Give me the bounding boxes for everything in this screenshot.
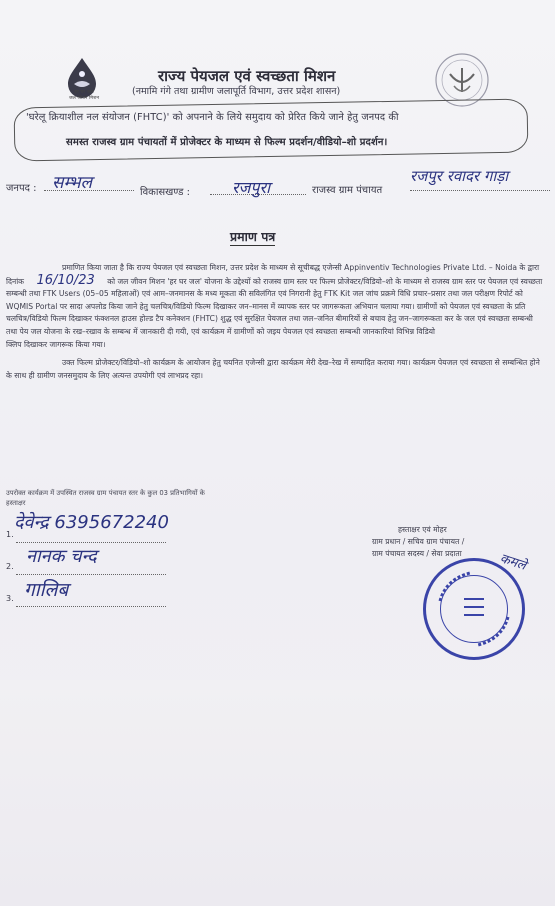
- blank-area: [0, 680, 555, 906]
- org-title: राज्य पेयजल एवं स्वच्छता मिशन: [158, 67, 336, 85]
- block-value: रजपुरा: [232, 178, 271, 197]
- district-value: सम्भल: [52, 173, 93, 193]
- para2: उक्त फिल्म प्रोजेक्टर/विडियो–शो कार्यक्रम के आयोजन हेतु चयनित एजेन्सी द्वारा कार्यक्रम मेरी देख–रेख में सम्पादित कराया गया। कार्यक्रम पेयजल एवं स्वच्छता से सम्बन्धित होने के साथ ही ग्रामीण जनसमुदाय के लिए अत्यन्त उपयोगी एवं लाभप्रद रहा।: [6, 358, 540, 380]
- banner-line-2: समस्त राजस्व ग्राम पंचायतों में प्रोजेक्टर के माध्यम से फिल्म प्रदर्शन/वीडियो–शो प्रदर्शन।: [66, 137, 388, 148]
- jal-jeevan-logo: [62, 56, 102, 108]
- district-label: जनपद :: [6, 183, 37, 194]
- certificate-body: [6, 262, 546, 382]
- logo-caption-2: जल जीवन मिशन: [68, 96, 100, 101]
- participants-note: [6, 488, 205, 508]
- banner-border: [14, 99, 529, 162]
- sign-line-1: हस्ताक्षर एवं मोहर: [398, 525, 447, 534]
- org-subtitle: (नमामि गंगे तथा ग्रामीण जलापूर्ति विभाग, उत्तर प्रदेश शासन): [132, 86, 341, 97]
- certificate-title: प्रमाण पत्र: [230, 229, 276, 244]
- participant-line-1: [16, 540, 166, 543]
- signature-block: [372, 524, 464, 560]
- participant-line-2: [16, 572, 166, 575]
- panchayat-value: रजपुर रवादर गाड़ा: [410, 167, 509, 185]
- panchayat-label: राजस्व ग्राम पंचायत: [312, 185, 383, 196]
- stamp-signature: कमले: [497, 551, 528, 574]
- participant-num-2: 2.: [6, 562, 14, 571]
- para1-part-a: प्रमाणित किया जाता है कि राज्य पेयजल एवं स्वच्छता मिशन, उत्तर प्रदेश के माध्यम से सूचीबद्ध एजेन्सी Appinventiv Technologies Private Ltd. – Noida के द्वारा दिनांक: [6, 263, 540, 286]
- participant-num-3: 3.: [6, 594, 14, 603]
- panchayat-underline: [410, 186, 550, 191]
- round-seal-stamp-icon: [423, 558, 525, 660]
- participant-sign-1: देवेन्द्र 6395672240: [14, 512, 169, 533]
- logo-caption-1: हर घर जल: [74, 90, 94, 95]
- para1-part-c: क्लिप दिखाकर जागरूक किया गया।: [6, 339, 106, 349]
- participant-num-1: 1.: [6, 530, 14, 539]
- participant-line-3: [16, 604, 166, 607]
- sign-line-2: ग्राम प्रधान / सचिव ग्राम पंचायत /: [372, 537, 465, 546]
- block-label: विकासखण्ड :: [140, 187, 191, 198]
- participants-note-line-2: हस्ताक्षर: [6, 499, 26, 507]
- sign-line-3: ग्राम पंचायत सदस्य / सेवा प्रदाता: [372, 549, 462, 558]
- banner-line-1: 'घरेलू क्रियाशील नल संयोजन (FHTC)' को अपनाने के लिये समुदाय को प्रेरित किये जाने हेतु जनपद की: [26, 112, 399, 123]
- participants-note-line: उपरोक्त कार्यक्रम में उपस्थित राजस्व ग्राम पंचायत स्तर के कुल 03 प्रतिभागियों के: [6, 489, 205, 497]
- date-value: 16/10/23: [36, 272, 95, 288]
- participant-sign-2: नानक चन्द: [26, 546, 97, 567]
- participant-sign-3: गालिब: [24, 579, 69, 601]
- para1-part-b: को जल जीवन मिशन 'हर घर जल' योजना के उद्देश्यों को राजस्व ग्राम स्तर पर फिल्म प्रोजेक्टर/विडियो–शो के माध्यम से राजस्व ग्राम स्तर पर पेयजल एवं स्वच्छता सम्बन्धी तथा FTK Users (05–05 महिलाओं) एवं आम–जनमानस के मध्य मूकता की सविलंगित एवं निगरानी हेतु FTK Kit जल जांच प्रक्रमे विधि प्रचार–प्रसार तथा जल परीक्षण रिपोर्ट को WQMIS Portal पर सादा अपलोड किया जाने हेतु चलचित्र/विडियो फिल्म दिखाकर जन–मानस में व्यापक स्तर पर जागरूकता अभियान चलाया गया। ग्रामीणों को पेयजल एवं स्वच्छता के प्रति चलचित्र/विडियो फिल्म दिखाकर फंक्शनल हाउस होल्ड टैप कनेक्शन (FHTC) शुद्ध एवं सुरक्षित पेयजल तथा जल–जनित बीमारियों से बचाव हेतु जन–जागरूकता कर के जल एवं स्वच्छता सम्बन्धी तथा पेय जल योजना के रख–रखाव के सम्बन्ध में जानकारी दी गयी, एवं कार्यक्रम में ग्रामीणों को जइय पेयजल एवं स्वच्छता सम्बन्धी जानकारियां विभिन्न विडियो: [6, 276, 543, 336]
